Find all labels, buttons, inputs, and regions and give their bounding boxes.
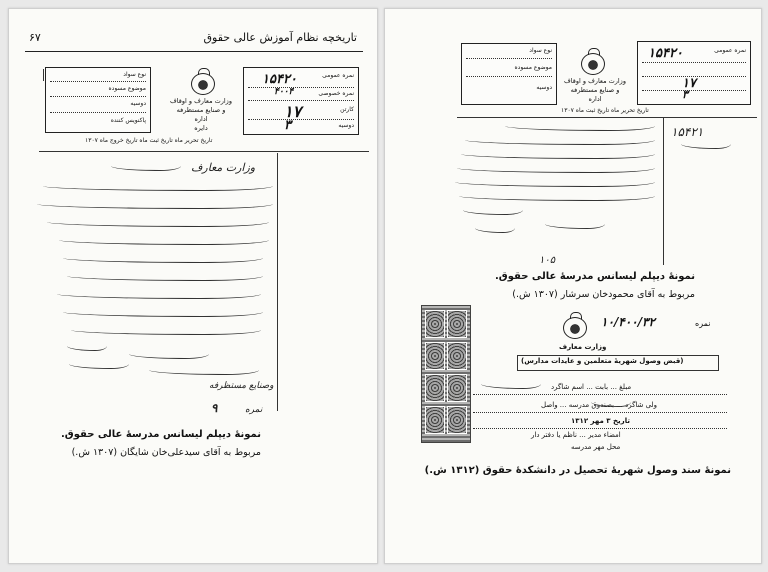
right-page (384, 8, 762, 564)
handwritten-heading: وزارت معارف (191, 161, 256, 174)
letterhead-left-box (45, 67, 151, 133)
label-copy-type: نوع سواد (123, 71, 146, 78)
left-page (8, 8, 378, 564)
letterhead-left-box-right: نوع سواد موضوع مسوده دوسیه (461, 43, 557, 105)
receipt-ministry: وزارت معارف (559, 343, 607, 351)
lion-sun-emblem-icon (581, 53, 605, 75)
revenue-stamps (421, 305, 471, 443)
page-number: ۶۷ (29, 31, 41, 44)
handwritten-margin-note: ۱۵۴۲۱ (671, 125, 704, 139)
label-draft-subject: موضوع مسوده (108, 85, 146, 92)
handwritten-signoff: وصنایع مستظرفه (209, 381, 274, 391)
header-rule (25, 51, 363, 52)
caption1-title-right: نمونهٔ دیپلم لیسانس مدرسهٔ عالی حقوق. (495, 271, 695, 282)
receipt-number: ۱۰/۴۰۰/۳۲ (601, 315, 655, 329)
margin-line-right (663, 117, 664, 265)
caption2-title-right: نمونهٔ سند وصول شهریهٔ تحصیل در دانشکدهٔ حقوق (۱۳۱۲ ش.) (424, 465, 731, 476)
label-clean-copier: پاکنویس کننده (110, 117, 146, 124)
letterhead-number-box-right: نمره عمومی ۱۵۴۲۰ ۱۷ ۳ (637, 41, 751, 105)
handwritten-number: ۹ (211, 401, 218, 415)
receipt-emblem-icon (563, 317, 587, 339)
margin-line (277, 153, 278, 411)
caption-sub-left: مربوط به آقای سیدعلی‌خان شایگان (۱۳۰۷ ش.) (71, 447, 261, 458)
caption-title-left: نمونهٔ دیپلم لیسانس مدرسهٔ عالی حقوق. (61, 429, 261, 440)
lion-sun-emblem-icon (191, 73, 215, 95)
letterhead-number-box: نمره عمومی ۱۵۴۲۰ نمره خصوصی ۴۰۰۴ کارتن ۱۷ دوسیه ۳ (243, 67, 359, 135)
caption1-sub-right: مربوط به آقای محمودخان سرشار (۱۳۰۷ ش.) (512, 289, 695, 300)
letterhead (45, 61, 359, 153)
handwritten-ref: ۱۰۵ (539, 255, 556, 266)
label-dossier: دوسیه (130, 100, 146, 107)
letterhead-right (461, 39, 751, 119)
letterhead-footer: تاریخ تحریر ماه تاریخ ثبت ماه تاریخ خروج ماه ۱۳۰۷ (85, 137, 213, 144)
handwritten-number-label: نمره (245, 405, 263, 415)
letterhead-footer-right: تاریخ تحریر ماه تاریخ ثبت ماه ۱۳۰۷ (561, 107, 649, 114)
running-header: تاریخچه نظام آموزش عالی حقوق (203, 31, 357, 44)
ministry-name-right: وزارت معارف و اوقاف و صنایع مستظرفه اداره (564, 77, 626, 103)
general-number-right: ۱۵۴۲۰ (648, 46, 683, 61)
tuition-receipt: نمره ۱۰/۴۰۰/۳۲ وزارت معارف (قبض وصول شهریهٔ متعلمین و عایدات مدارس) مبلغ ... بابت ... اسم شاگرد ولی شاگرد ... بصندوق مدرسه ... واصل تاریخ ۳ مهر ۱۳۱۲ امضاء مدیر ... ناظم یا دفتر دار محل مهر مدرسه (421, 303, 731, 451)
general-number: ۱۵۴۲۰ (262, 72, 297, 87)
receipt-title: (قبض وصول شهریهٔ متعلمین و عایدات مدارس) (521, 357, 684, 365)
ministry-name: وزارت معارف و اوقاف و صنایع مستظرفه اداره دایره (170, 97, 232, 132)
